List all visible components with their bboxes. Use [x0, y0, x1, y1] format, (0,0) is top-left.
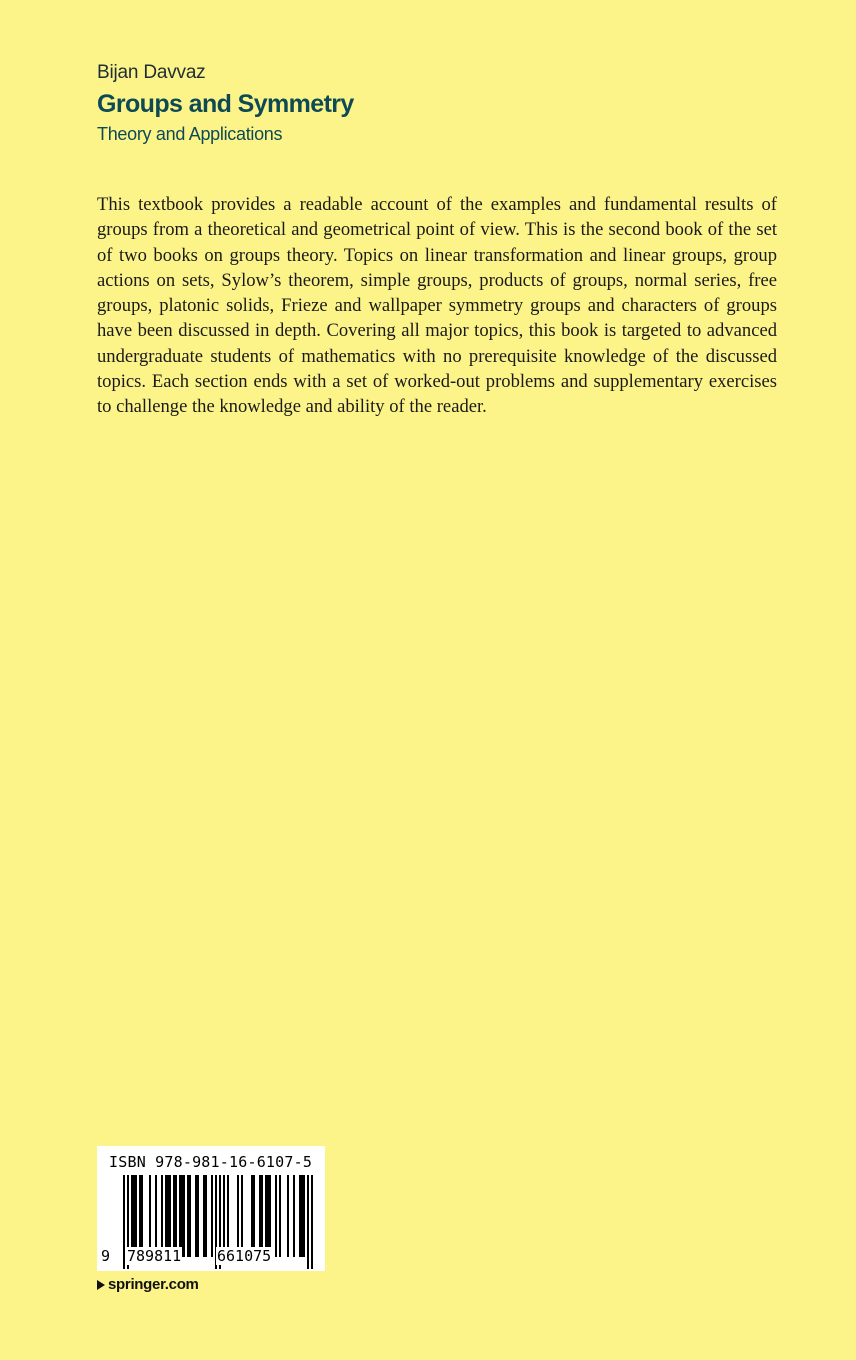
barcode-bar [169, 1175, 171, 1257]
ean-right-group: 661075 [217, 1247, 272, 1265]
barcode-bar [267, 1175, 269, 1257]
barcode-bar [187, 1175, 189, 1257]
barcode-bar [195, 1175, 197, 1257]
barcode-bar [301, 1175, 303, 1257]
isbn-label: ISBN 978-981-16-6107-5 [109, 1153, 313, 1171]
barcode-bar [253, 1175, 255, 1257]
barcode-bar [161, 1175, 163, 1257]
barcode-bar [135, 1175, 137, 1257]
barcode-bar [197, 1175, 199, 1257]
barcode-bar [251, 1175, 253, 1257]
barcode-bar [141, 1175, 143, 1257]
barcode-bar [173, 1175, 175, 1257]
barcode-bar [149, 1175, 151, 1257]
ean-left-group: 789811 [127, 1247, 182, 1265]
barcode-bar [131, 1175, 133, 1257]
barcode-bar [179, 1175, 181, 1257]
barcode-bar [227, 1175, 229, 1257]
barcode-bar [165, 1175, 167, 1257]
publisher-url: springer.com [108, 1276, 199, 1293]
arrow-right-icon [97, 1280, 105, 1290]
book-description: This textbook provides a readable account of the examples and fundamental results of groups from a theoretical and geometrical point of view. This is the second book of the set of two books on groups theory. Topics on linear transformation and linear groups, group actions on sets, Sylow’s theorem, simple groups, products of groups, normal series, free groups, platonic solids, Frieze and wallpaper symmetry groups and characters of groups have been discussed in depth. Covering all major topics, this book is targeted to advanced undergraduate students of mathematics with no prerequisite knowledge of the discussed topics. Each section ends with a set of worked-out problems and supplementary exercises to challenge the knowledge and ability of the reader. [97, 194, 777, 418]
publisher-link[interactable] [97, 1276, 199, 1293]
barcode-bar [133, 1175, 135, 1257]
barcode-bar [139, 1175, 141, 1257]
barcode-bar [211, 1175, 213, 1257]
barcode-bar [181, 1175, 183, 1257]
barcode-bar [203, 1175, 205, 1257]
barcode-bar [183, 1175, 185, 1257]
barcode-bar [205, 1175, 207, 1257]
barcode-bar [293, 1175, 295, 1257]
barcode-bar [237, 1175, 239, 1257]
barcode-bar [189, 1175, 191, 1257]
barcode-bar [265, 1175, 267, 1257]
barcode-bar [175, 1175, 177, 1257]
barcode-bar [287, 1175, 289, 1257]
barcode-bar [261, 1175, 263, 1257]
barcode-bar [269, 1175, 271, 1257]
isbn-barcode [97, 1146, 325, 1271]
barcode-bar [299, 1175, 301, 1257]
book-subtitle: Theory and Applications [97, 124, 283, 144]
barcode-bar [275, 1175, 277, 1257]
barcode-bar [223, 1175, 225, 1257]
barcode-bar [167, 1175, 169, 1257]
ean-first-digit: 9 [101, 1247, 111, 1265]
author-name: Bijan Davvaz [97, 62, 206, 83]
barcode-bar [241, 1175, 243, 1257]
book-title: Groups and Symmetry [97, 90, 354, 118]
barcode-bar [303, 1175, 305, 1257]
barcode-bar [279, 1175, 281, 1257]
barcode-bar [155, 1175, 157, 1257]
ean-digits [97, 1247, 325, 1267]
barcode-bar [259, 1175, 261, 1257]
